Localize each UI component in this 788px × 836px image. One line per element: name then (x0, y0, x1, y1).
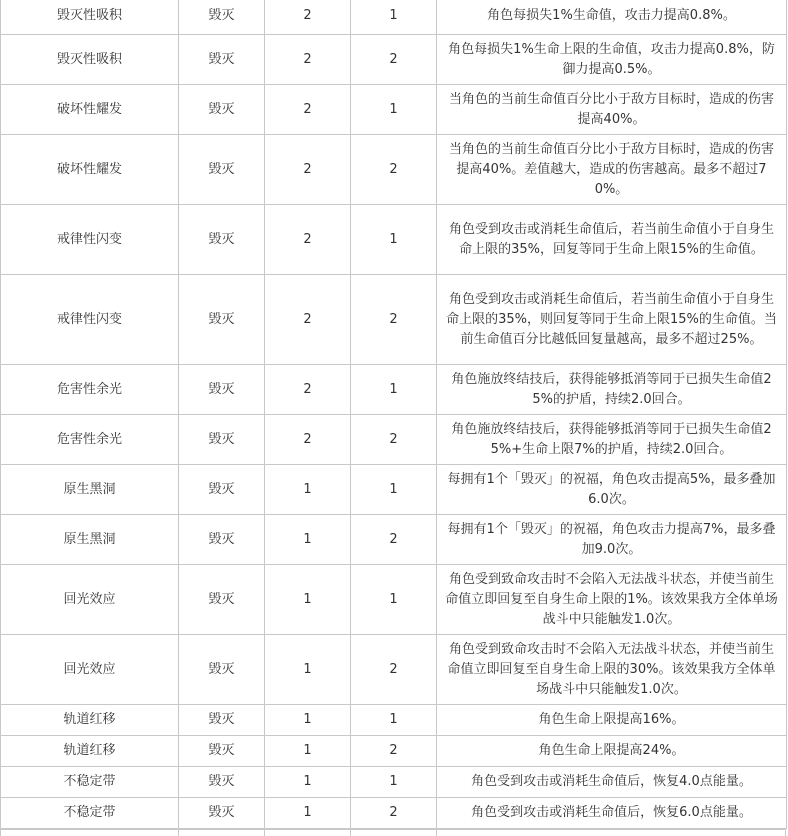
blessing-name: 不稳定带 (1, 798, 179, 829)
cell-divider (436, 830, 437, 836)
blessing-level: 1 (351, 465, 437, 515)
blessing-star: 2 (265, 415, 351, 465)
cell-divider (0, 830, 1, 836)
cell-divider (350, 830, 351, 836)
blessing-star: 1 (265, 767, 351, 798)
blessing-path: 毁灭 (179, 798, 265, 829)
blessing-effect: 角色受到致命攻击时不会陷入无法战斗状态，并使当前生命值立即回复至自身生命上限的30%。该效果我方全体单场战斗中只能触发1.0次。 (437, 635, 787, 705)
blessing-path: 毁灭 (179, 0, 265, 35)
blessing-level: 2 (351, 135, 437, 205)
blessing-effect: 角色受到攻击或消耗生命值后，若当前生命值小于自身生命上限的35%，则回复等同于生命上限15%的生命值。当前生命值百分比越低回复量越高，最多不超过25%。 (437, 275, 787, 365)
blessing-effect: 角色生命上限提高16%。 (437, 705, 787, 736)
table-row (1, 767, 787, 798)
blessing-star: 1 (265, 736, 351, 767)
blessing-star: 2 (265, 205, 351, 275)
table-row (1, 85, 787, 135)
blessing-name: 原生黑洞 (1, 465, 179, 515)
blessing-level: 1 (351, 705, 437, 736)
blessing-name: 破坏性耀发 (1, 85, 179, 135)
blessing-name: 毁灭性吸积 (1, 0, 179, 35)
blessing-level: 1 (351, 767, 437, 798)
blessing-star: 1 (265, 635, 351, 705)
blessing-star: 2 (265, 35, 351, 85)
blessing-path: 毁灭 (179, 465, 265, 515)
blessing-level: 2 (351, 515, 437, 565)
blessing-path: 毁灭 (179, 135, 265, 205)
table-row (1, 275, 787, 365)
blessing-level: 1 (351, 0, 437, 35)
blessing-path: 毁灭 (179, 635, 265, 705)
blessing-path: 毁灭 (179, 85, 265, 135)
table-row (1, 465, 787, 515)
blessing-level: 1 (351, 85, 437, 135)
table-row (1, 736, 787, 767)
blessing-name: 破坏性耀发 (1, 135, 179, 205)
blessing-path: 毁灭 (179, 736, 265, 767)
blessing-path: 毁灭 (179, 205, 265, 275)
blessing-star: 2 (265, 135, 351, 205)
table-row (1, 705, 787, 736)
blessing-star: 1 (265, 798, 351, 829)
blessing-star: 2 (265, 275, 351, 365)
blessing-name: 戒律性闪变 (1, 275, 179, 365)
blessing-effect: 角色施放终结技后，获得能够抵消等同于已损失生命值25%的护盾，持续2.0回合。 (437, 365, 787, 415)
cell-divider (178, 830, 179, 836)
blessing-effect: 角色受到攻击或消耗生命值后，恢复6.0点能量。 (437, 798, 787, 829)
blessing-name: 戒律性闪变 (1, 205, 179, 275)
blessing-star: 1 (265, 705, 351, 736)
blessing-level: 2 (351, 415, 437, 465)
blessing-star: 1 (265, 565, 351, 635)
blessing-path: 毁灭 (179, 515, 265, 565)
blessing-level: 2 (351, 798, 437, 829)
blessing-effect: 角色每损失1%生命值，攻击力提高0.8%。 (437, 0, 787, 35)
blessing-path: 毁灭 (179, 415, 265, 465)
blessing-level: 2 (351, 736, 437, 767)
blessing-effect: 角色生命上限提高24%。 (437, 736, 787, 767)
table-row (1, 798, 787, 829)
blessing-star: 2 (265, 85, 351, 135)
blessing-level: 2 (351, 635, 437, 705)
blessing-name: 危害性余光 (1, 365, 179, 415)
blessing-effect: 每拥有1个「毁灭」的祝福，角色攻击提高5%，最多叠加6.0次。 (437, 465, 787, 515)
blessing-path: 毁灭 (179, 565, 265, 635)
table-row (1, 565, 787, 635)
blessing-name: 危害性余光 (1, 415, 179, 465)
table-row (1, 515, 787, 565)
table-row (1, 365, 787, 415)
blessing-effect: 当角色的当前生命值百分比小于敌方目标时，造成的伤害提高40%。差值越大，造成的伤害越高。最多不超过70%。 (437, 135, 787, 205)
blessing-effect: 角色每损失1%生命上限的生命值，攻击力提高0.8%，防御力提高0.5%。 (437, 35, 787, 85)
blessing-level: 2 (351, 35, 437, 85)
table-row (1, 635, 787, 705)
blessing-level: 2 (351, 275, 437, 365)
blessing-name: 轨道红移 (1, 705, 179, 736)
blessing-effect: 角色受到攻击或消耗生命值后，若当前生命值小于自身生命上限的35%，回复等同于生命上限15%的生命值。 (437, 205, 787, 275)
blessing-name: 轨道红移 (1, 736, 179, 767)
blessing-effect: 角色受到致命攻击时不会陷入无法战斗状态，并使当前生命值立即回复至自身生命上限的1%。该效果我方全体单场战斗中只能触发1.0次。 (437, 565, 787, 635)
table-row (1, 135, 787, 205)
blessing-effect: 每拥有1个「毁灭」的祝福，角色攻击力提高7%，最多叠加9.0次。 (437, 515, 787, 565)
blessing-star: 2 (265, 365, 351, 415)
blessing-name: 不稳定带 (1, 767, 179, 798)
blessing-star: 1 (265, 465, 351, 515)
blessing-effect: 角色施放终结技后，获得能够抵消等同于已损失生命值25%+生命上限7%的护盾，持续2.0回合。 (437, 415, 787, 465)
blessing-level: 1 (351, 205, 437, 275)
cell-divider (264, 830, 265, 836)
table-row (1, 415, 787, 465)
blessing-path: 毁灭 (179, 275, 265, 365)
blessing-star: 2 (265, 0, 351, 35)
blessing-level: 1 (351, 565, 437, 635)
table-row (1, 35, 787, 85)
table-row (1, 205, 787, 275)
blessing-level: 1 (351, 365, 437, 415)
blessing-path: 毁灭 (179, 767, 265, 798)
cell-divider (785, 830, 786, 836)
blessing-name: 原生黑洞 (1, 515, 179, 565)
blessing-path: 毁灭 (179, 705, 265, 736)
table-row (1, 0, 787, 35)
blessing-path: 毁灭 (179, 365, 265, 415)
blessing-effect: 当角色的当前生命值百分比小于敌方目标时，造成的伤害提高40%。 (437, 85, 787, 135)
blessing-name: 毁灭性吸积 (1, 35, 179, 85)
blessing-path: 毁灭 (179, 35, 265, 85)
blessing-name: 回光效应 (1, 565, 179, 635)
blessing-name: 回光效应 (1, 635, 179, 705)
blessing-star: 1 (265, 515, 351, 565)
blessing-effect: 角色受到攻击或消耗生命值后，恢复4.0点能量。 (437, 767, 787, 798)
